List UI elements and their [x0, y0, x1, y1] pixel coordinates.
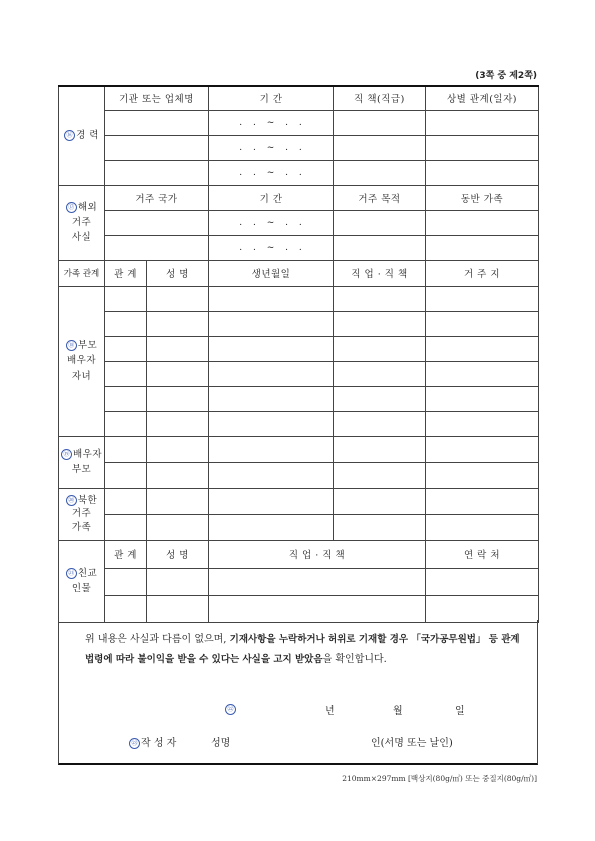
overseas-country-cell[interactable] — [105, 210, 209, 235]
career-header-period: 기 간 — [209, 86, 334, 110]
overseas-header-period: 기 간 — [209, 185, 334, 210]
family-header-job: 직 업 · 직 책 — [334, 260, 426, 286]
date-number: ㉒ — [225, 704, 236, 715]
family-relation-cell[interactable] — [105, 488, 147, 514]
career-header-org: 기관 또는 업체명 — [105, 86, 209, 110]
career-award-cell[interactable] — [426, 135, 539, 160]
family-birth-cell[interactable] — [209, 488, 334, 514]
day-label: 일 — [455, 706, 465, 717]
family-header-birth: 생년월일 — [209, 260, 334, 286]
family-relation-cell[interactable] — [105, 436, 147, 462]
family-name-cell[interactable] — [147, 462, 209, 488]
family-relation-cell[interactable] — [105, 462, 147, 488]
friend-name-cell[interactable] — [147, 568, 209, 595]
family-relation-cell[interactable] — [105, 361, 147, 386]
career-period-cell[interactable]: . . ~ . . — [209, 110, 334, 135]
overseas-purpose-cell[interactable] — [334, 235, 426, 260]
family-relation-cell[interactable] — [105, 411, 147, 436]
family-birth-cell[interactable] — [209, 411, 334, 436]
career-org-cell[interactable] — [105, 160, 209, 185]
declaration-suffix: 을 확인합니다. — [322, 654, 387, 665]
overseas-label: ⑰ 해외 거주 사실 — [59, 185, 105, 260]
friends-label: ㉑ 친교 인물 — [59, 540, 105, 622]
family-address-cell[interactable] — [426, 311, 539, 336]
overseas-family-cell[interactable] — [426, 235, 539, 260]
career-period-cell[interactable]: . . ~ . . — [209, 135, 334, 160]
declaration-text — [85, 630, 523, 670]
family-name-cell[interactable] — [147, 311, 209, 336]
family-birth-cell[interactable] — [209, 311, 334, 336]
overseas-header-country: 거주 국가 — [105, 185, 209, 210]
family-address-cell[interactable] — [426, 514, 539, 540]
family-name-cell[interactable] — [147, 386, 209, 411]
family-job-cell[interactable] — [334, 386, 426, 411]
family-address-cell[interactable] — [426, 488, 539, 514]
family-birth-cell[interactable] — [209, 386, 334, 411]
family-birth-cell[interactable] — [209, 361, 334, 386]
north-korea-family-label: ⑳ 북한 거주 가족 — [59, 488, 105, 540]
family-name-cell[interactable] — [147, 436, 209, 462]
family-job-cell[interactable] — [334, 436, 426, 462]
overseas-period-cell[interactable]: . . ~ . . — [209, 210, 334, 235]
family-name-cell[interactable] — [147, 514, 209, 540]
family-relation-cell[interactable] — [105, 336, 147, 361]
family-name-cell[interactable] — [147, 286, 209, 311]
friend-contact-cell[interactable] — [426, 595, 539, 622]
career-award-cell[interactable] — [426, 160, 539, 185]
family-birth-cell[interactable] — [209, 514, 334, 540]
family-birth-cell[interactable] — [209, 462, 334, 488]
overseas-period-cell[interactable]: . . ~ . . — [209, 235, 334, 260]
family-name-cell[interactable] — [147, 336, 209, 361]
family-relation-cell[interactable] — [105, 311, 147, 336]
spouse-parents-label: ⑲ 배우자 부모 — [59, 436, 105, 488]
friend-job-cell[interactable] — [209, 568, 426, 595]
family-address-cell[interactable] — [426, 411, 539, 436]
career-position-cell[interactable] — [334, 135, 426, 160]
family-birth-cell[interactable] — [209, 286, 334, 311]
page-indicator: (3쪽 중 제2쪽) — [475, 71, 537, 81]
career-header-award: 상별 관계(일자) — [426, 86, 539, 110]
career-position-cell[interactable] — [334, 160, 426, 185]
family-job-cell[interactable] — [334, 411, 426, 436]
family-job-cell[interactable] — [334, 462, 426, 488]
family-header-address: 거 주 지 — [426, 260, 539, 286]
date-line — [59, 702, 537, 716]
writer-label: ㉓ 작 성 자 — [129, 734, 176, 749]
friends-header-contact: 연 락 처 — [426, 540, 539, 568]
name-label: 성명 — [211, 738, 231, 749]
overseas-header-family: 동반 가족 — [426, 185, 539, 210]
career-org-cell[interactable] — [105, 110, 209, 135]
family-job-cell[interactable] — [334, 361, 426, 386]
family-job-cell[interactable] — [334, 311, 426, 336]
friends-header-relation: 관 계 — [105, 540, 147, 568]
declaration-bold: 기재사항을 누락하거나 허위로 기재할 경우 「국가공무원법」 등 관계 법령에 따라 불이익을 받을 수 있다는 사실을 고지 받았음 — [85, 634, 520, 665]
family-address-cell[interactable] — [426, 462, 539, 488]
family-name-cell[interactable] — [147, 361, 209, 386]
seal-label[interactable]: 인(서명 또는 날인) — [371, 738, 453, 749]
friend-contact-cell[interactable] — [426, 568, 539, 595]
family-header-label: 가족 관계 — [59, 260, 105, 286]
personal-history-table — [58, 85, 539, 623]
family-name-cell[interactable] — [147, 411, 209, 436]
family-birth-cell[interactable] — [209, 336, 334, 361]
family-relation-cell[interactable] — [105, 386, 147, 411]
career-label: ⑯ 경 력 — [59, 86, 105, 185]
declaration-section — [58, 620, 538, 765]
friends-header-name: 성 명 — [147, 540, 209, 568]
parents-spouse-children-label: ⑱ 부모 배우자 자녀 — [59, 286, 105, 436]
month-label: 월 — [393, 706, 403, 717]
family-job-cell[interactable] — [334, 286, 426, 311]
family-birth-cell[interactable] — [209, 436, 334, 462]
overseas-family-cell[interactable] — [426, 210, 539, 235]
declaration-prefix: 위 내용은 사실과 다름이 없으며, — [85, 634, 230, 645]
family-address-cell[interactable] — [426, 361, 539, 386]
family-header-name: 성 명 — [147, 260, 209, 286]
overseas-country-cell[interactable] — [105, 235, 209, 260]
family-job-cell[interactable] — [334, 514, 426, 540]
career-header-position: 직 책(직급) — [334, 86, 426, 110]
family-header-relation: 관 계 — [105, 260, 147, 286]
friend-name-cell[interactable] — [147, 595, 209, 622]
friend-relation-cell[interactable] — [105, 595, 147, 622]
family-address-cell[interactable] — [426, 436, 539, 462]
signature-line — [59, 734, 537, 748]
career-position-cell[interactable] — [334, 110, 426, 135]
career-period-cell[interactable]: . . ~ . . — [209, 160, 334, 185]
friend-relation-cell[interactable] — [105, 568, 147, 595]
family-relation-cell[interactable] — [105, 514, 147, 540]
family-address-cell[interactable] — [426, 336, 539, 361]
overseas-header-purpose: 거주 목적 — [334, 185, 426, 210]
family-job-cell[interactable] — [334, 488, 426, 514]
family-address-cell[interactable] — [426, 386, 539, 411]
overseas-purpose-cell[interactable] — [334, 210, 426, 235]
friend-job-cell[interactable] — [209, 595, 426, 622]
year-label: 년 — [325, 706, 335, 717]
career-org-cell[interactable] — [105, 135, 209, 160]
family-relation-cell[interactable] — [105, 286, 147, 311]
paper-spec-footer: 210mm×297mm [백상지(80g/㎡) 또는 중질지(80g/㎡)] — [342, 774, 537, 783]
friends-header-job: 직 업 · 직 책 — [209, 540, 426, 568]
family-name-cell[interactable] — [147, 488, 209, 514]
family-address-cell[interactable] — [426, 286, 539, 311]
family-job-cell[interactable] — [334, 336, 426, 361]
career-award-cell[interactable] — [426, 110, 539, 135]
